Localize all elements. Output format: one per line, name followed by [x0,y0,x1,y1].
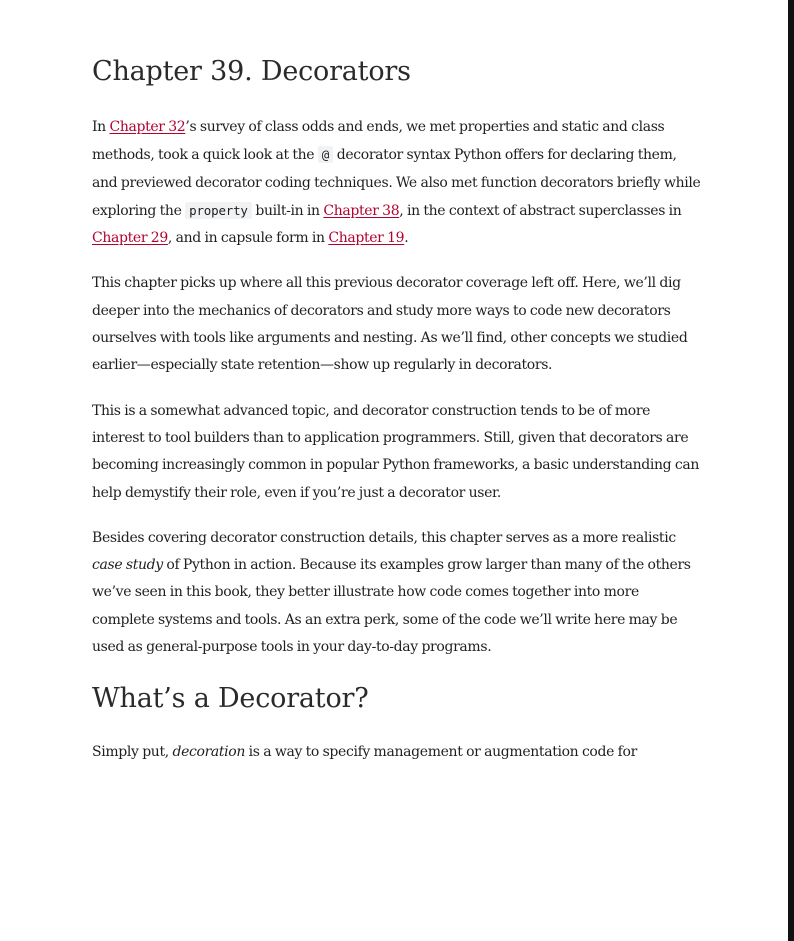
text-run: is a way to specify management or augmentation code for [245,744,637,761]
chapter-19-link[interactable]: Chapter 19 [328,230,405,247]
page-content [92,52,704,785]
property-code: property [185,202,252,219]
text-run: decorator syntax Python offers for declaring them, and previewed decorator coding techniques. We also met function decorators briefly while exploring the [92,147,701,219]
text-run: , and in capsule form in [167,230,329,247]
intro-paragraph [92,114,704,252]
text-run: built-in in [251,202,324,219]
case-study-emphasis: case study [92,557,163,574]
section-title: What’s a Decorator? [92,683,369,715]
chapter-32-link[interactable]: Chapter 32 [109,119,186,135]
decoration-emphasis: decoration [172,744,246,761]
chapter-38-link[interactable]: Chapter 38 [323,202,400,219]
text-run: of Python in action. Because its examples grow larger than many of the others we’ve seen in this book, they better illustrate how code comes together into more complete systems and tools. As an extra perk, some of the code we’ll write here may be used as general-purpose tools in your day-to-day programs. [92,557,691,656]
case-study-paragraph [92,525,704,661]
chapter-scope-paragraph: This chapter picks up where all this previous decorator coverage left off. Here, we’ll dig deeper into the mechanics of decorators and study more ways to code new decorators ourselves with tools like arguments and nesting. As we’ll find, other concepts we studied earlier—especially state retention—show up regularly in decorators. [92,275,688,374]
text-run: In [92,119,110,135]
definition-paragraph [92,739,704,766]
page-edge-border [788,0,794,941]
text-run: , in the context of abstract superclasses in [399,202,682,219]
text-run: ’s survey of class odds and ends, we met properties and static and class methods, took a quick look at the [92,119,665,164]
text-run: . [404,230,409,247]
audience-paragraph: This is a somewhat advanced topic, and decorator construction tends to be of more interest to tool builders than to application programmers. Still, given that decorators are becoming increasingly common in popular Python frameworks, a basic understanding can help demystify their role, even if you’re just a decorator user. [92,402,700,501]
chapter-title: Chapter 39. Decorators [92,56,411,87]
text-run: Besides covering decorator construction details, this chapter serves as a more realistic [92,529,676,546]
chapter-29-link[interactable]: Chapter 29 [92,230,168,247]
decorator-at-code: @ [318,146,333,163]
text-run: Simply put, [92,744,173,761]
